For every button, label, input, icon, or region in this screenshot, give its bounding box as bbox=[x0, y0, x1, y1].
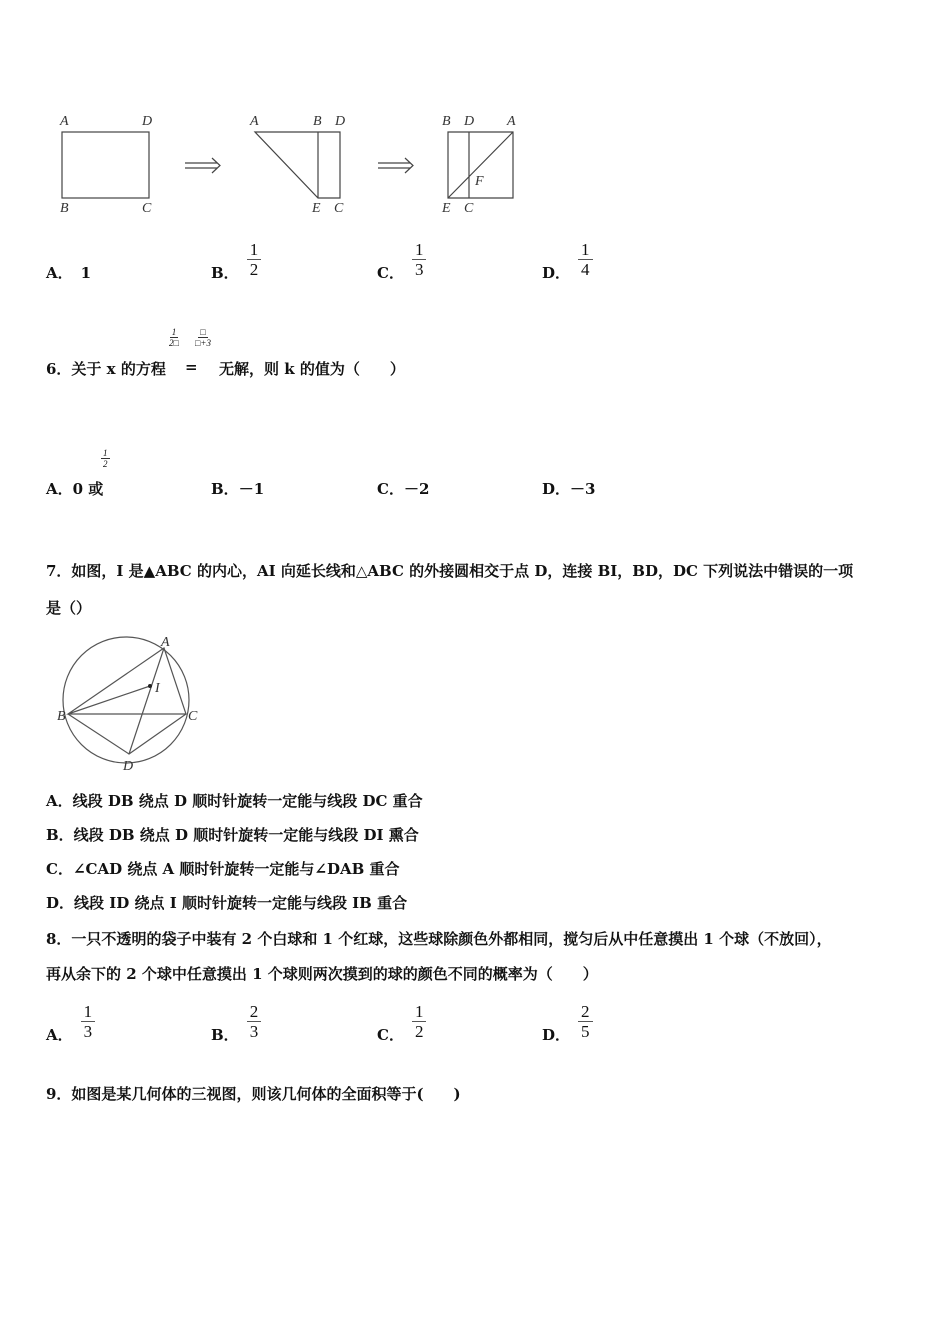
q8-line1: 8．一只不透明的袋子中装有 2 个白球和 1 个红球，这些球除颜色外都相同，搅匀后从中任意摸出 1 个球（不放回）， bbox=[46, 930, 832, 948]
option-label: B． bbox=[211, 264, 239, 282]
label: B bbox=[57, 709, 66, 724]
label: C bbox=[334, 201, 344, 216]
folding-figure bbox=[50, 108, 530, 218]
label: B bbox=[60, 201, 69, 216]
circle-figure bbox=[46, 628, 211, 778]
denominator: 2 bbox=[414, 1022, 424, 1041]
denominator: 2□ bbox=[169, 338, 179, 348]
q8-line2: 再从余下的 2 个球中任意摸出 1 个球则两次摸到的球的颜色不同的概率为（ ） bbox=[46, 965, 598, 983]
q5-option-c[interactable] bbox=[377, 236, 426, 283]
numerator: 1 bbox=[578, 240, 593, 260]
denominator: □+3 bbox=[195, 338, 212, 348]
numerator: 1 bbox=[412, 1002, 427, 1022]
option-label: C． bbox=[377, 480, 404, 498]
q6-option-c[interactable] bbox=[377, 478, 429, 499]
q6-fraction-1 bbox=[169, 327, 179, 348]
q8-option-c[interactable] bbox=[377, 998, 426, 1045]
option-value: －3 bbox=[570, 480, 596, 498]
numerator: □ bbox=[200, 327, 206, 337]
option-label: D． bbox=[542, 480, 571, 498]
option-label: D． bbox=[542, 1026, 571, 1044]
numerator: 1 bbox=[247, 240, 262, 260]
fraction bbox=[247, 240, 262, 279]
label: I bbox=[155, 681, 160, 696]
denominator: 3 bbox=[249, 1022, 259, 1041]
label: E bbox=[442, 201, 451, 216]
label: D bbox=[464, 114, 475, 129]
numerator: 2 bbox=[578, 1002, 593, 1022]
denominator: 3 bbox=[83, 1022, 93, 1041]
numerator: 1 bbox=[81, 1002, 96, 1022]
option-value: －1 bbox=[238, 480, 265, 498]
label: D bbox=[335, 114, 346, 129]
label: E bbox=[312, 201, 321, 216]
denominator: 2 bbox=[103, 459, 108, 469]
q8-option-b[interactable] bbox=[211, 998, 261, 1045]
option-value: 0 或 bbox=[72, 480, 104, 498]
q5-option-a[interactable] bbox=[46, 262, 91, 283]
fraction bbox=[412, 1002, 427, 1041]
option-label: B． bbox=[211, 1026, 239, 1044]
option-label: A． bbox=[46, 264, 73, 282]
denominator: 5 bbox=[581, 1022, 590, 1041]
label: A bbox=[250, 114, 259, 129]
q6-option-a[interactable] bbox=[46, 478, 103, 499]
q7-option-a[interactable]: A．线段 DB 绕点 D 顺时针旋转一定能与线段 DC 重合 bbox=[46, 792, 423, 810]
fraction bbox=[578, 1002, 593, 1041]
fraction bbox=[578, 240, 593, 279]
numerator: 2 bbox=[247, 1002, 262, 1022]
q7-option-c[interactable]: C．∠CAD 绕点 A 顺时针旋转一定能与∠DAB 重合 bbox=[46, 860, 400, 878]
label: D bbox=[142, 114, 153, 129]
denominator: 4 bbox=[581, 260, 590, 279]
label: F bbox=[475, 174, 484, 189]
option-value: 1 bbox=[80, 263, 92, 282]
numerator: 1 bbox=[412, 240, 427, 260]
q9-text: 9．如图是某几何体的三视图，则该几何体的全面积等于( ) bbox=[46, 1085, 461, 1103]
option-value: －2 bbox=[403, 480, 430, 498]
q6-option-d[interactable] bbox=[542, 478, 595, 499]
fraction bbox=[412, 240, 427, 279]
numerator: 1 bbox=[103, 448, 108, 458]
label: B bbox=[313, 114, 322, 129]
label: C bbox=[188, 709, 198, 724]
option-label: D． bbox=[542, 264, 571, 282]
q7-line2: 是（） bbox=[46, 599, 92, 617]
fraction bbox=[81, 1002, 96, 1041]
option-label: C． bbox=[377, 1026, 404, 1044]
q6-fraction-2 bbox=[195, 327, 211, 348]
q7-option-b[interactable]: B．线段 DB 绕点 D 顺时针旋转一定能与线段 DI 熏合 bbox=[46, 826, 419, 844]
q5-option-d[interactable] bbox=[542, 236, 593, 283]
q6-option-a-fraction bbox=[101, 448, 110, 469]
denominator: 3 bbox=[414, 260, 424, 279]
label: C bbox=[464, 201, 474, 216]
label: A bbox=[161, 635, 170, 650]
q8-option-a[interactable] bbox=[46, 998, 95, 1045]
option-label: A． bbox=[46, 480, 73, 498]
q6-suffix: 无解，则 k 的值为（ ） bbox=[219, 360, 405, 378]
q6-prefix: 6．关于 x 的方程 bbox=[46, 360, 166, 378]
q5-option-b[interactable] bbox=[211, 236, 261, 283]
q6-equals: = bbox=[185, 358, 198, 376]
option-label: C． bbox=[377, 264, 404, 282]
option-label: A． bbox=[46, 1026, 73, 1044]
label: C bbox=[142, 201, 152, 216]
q6-option-b[interactable] bbox=[211, 478, 264, 499]
label: A bbox=[60, 114, 69, 129]
q8-option-d[interactable] bbox=[542, 998, 593, 1045]
option-label: B． bbox=[211, 480, 239, 498]
q7-option-d[interactable]: D．线段 ID 绕点 I 顺时针旋转一定能与线段 IB 重合 bbox=[46, 894, 408, 912]
label: D bbox=[123, 759, 134, 774]
fraction bbox=[247, 1002, 262, 1041]
label: A bbox=[507, 114, 516, 129]
numerator: 1 bbox=[171, 327, 177, 337]
denominator: 2 bbox=[249, 260, 259, 279]
label: B bbox=[442, 114, 451, 129]
q7-line1: 7．如图，I 是▲ABC 的内心，AI 向延长线和△ABC 的外接圆相交于点 D，连接 BI，BD，DC 下列说法中错误的一项 bbox=[46, 562, 854, 580]
